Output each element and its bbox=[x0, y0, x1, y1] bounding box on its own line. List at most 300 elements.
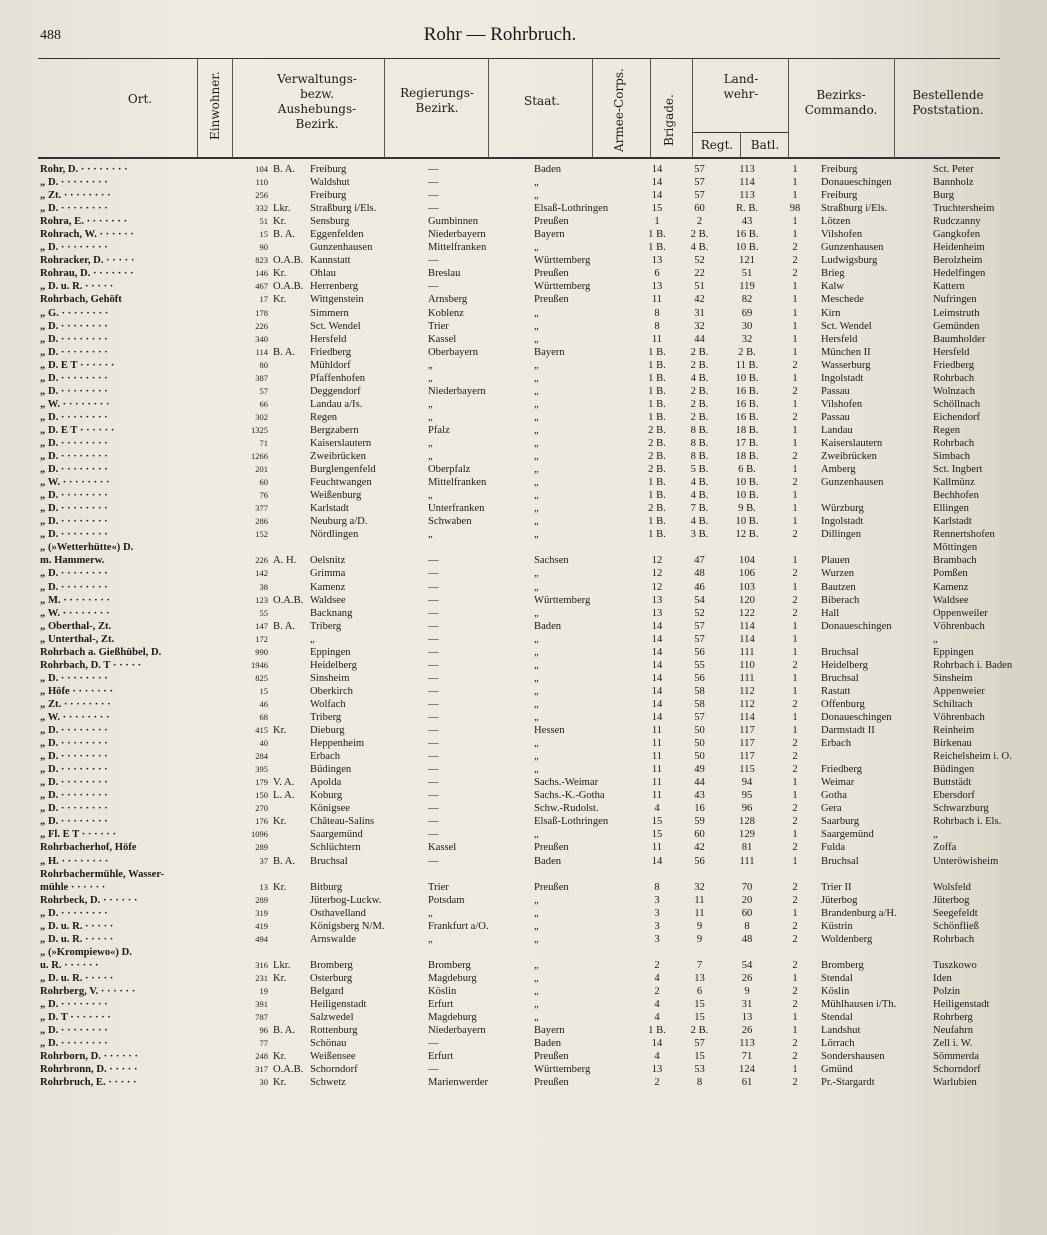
cell-staat: „ bbox=[534, 959, 539, 971]
cell-landwehr-batl: 2 bbox=[792, 659, 798, 671]
cell-regierungs-bezirk: „ bbox=[428, 398, 433, 410]
cell-landwehr-batl: 2 bbox=[792, 751, 798, 763]
cell-bezirks-commando: Gotha bbox=[821, 790, 847, 802]
cell-verwaltung-bezirk: Ohlau bbox=[310, 268, 336, 280]
cell-bezirks-commando bbox=[817, 633, 929, 646]
cell-verwaltung-bezirk: Bromberg bbox=[310, 959, 353, 971]
cell-poststation: Rudczanny bbox=[933, 216, 981, 228]
table-row bbox=[0, 228, 1047, 241]
cell-regierungs-bezirk: Frankfurt a/O. bbox=[428, 920, 489, 932]
cell-regierungs-bezirk: — bbox=[428, 790, 439, 802]
table-row bbox=[0, 750, 1047, 763]
cell-regierungs-bezirk: Pfalz bbox=[428, 424, 450, 436]
cell-landwehr-regt: 96 bbox=[741, 803, 753, 815]
cell-landwehr-batl: 2 bbox=[792, 803, 798, 815]
cell-landwehr-regt: 112 bbox=[739, 685, 755, 697]
cell-ort: „ D. · · · · · · · · bbox=[40, 999, 108, 1011]
cell-regierungs-bezirk: — bbox=[428, 581, 439, 593]
cell-landwehr-batl: 2 bbox=[792, 242, 798, 254]
cell-einwohner: 289 bbox=[255, 894, 268, 905]
header-top-rule bbox=[38, 58, 1000, 59]
cell-einwohner: 13 bbox=[259, 881, 268, 892]
cell-regierungs-bezirk: Marienwerder bbox=[428, 1077, 488, 1089]
cell-regierungs-bezirk: — bbox=[428, 594, 439, 606]
cell-landwehr-regt: 117 bbox=[739, 725, 755, 737]
cell-landwehr-batl: 1 bbox=[792, 1025, 798, 1037]
cell-brigade: 47 bbox=[694, 555, 705, 567]
cell-ort: „ D. · · · · · · · · bbox=[40, 738, 108, 750]
table-row bbox=[0, 868, 1047, 881]
cell-staat: Bayern bbox=[534, 346, 565, 358]
cell-einwohner: 60 bbox=[259, 477, 268, 488]
cell-ort: „ D. · · · · · · · · bbox=[40, 1038, 108, 1050]
cell-staat: „ bbox=[534, 477, 539, 489]
cell-staat: „ bbox=[534, 738, 539, 750]
cell-poststation: Rohrbach bbox=[933, 933, 975, 945]
cell-staat: Preußen bbox=[534, 216, 569, 228]
cell-armee-corps: 12 bbox=[651, 581, 663, 593]
cell-armee-corps: 4 bbox=[654, 1051, 660, 1063]
cell-landwehr-regt: 6 B. bbox=[738, 464, 756, 476]
cell-einwohner: 66 bbox=[259, 398, 268, 409]
cell-bezirks-commando: Pr.-Stargardt bbox=[821, 1077, 875, 1089]
cell-staat: Baden bbox=[534, 620, 562, 632]
cell-staat: Bayern bbox=[534, 229, 565, 241]
cell-einwohner: 90 bbox=[259, 242, 268, 253]
cell-poststation: Rennertshofen bbox=[933, 529, 995, 541]
cell-staat: „ bbox=[534, 1012, 539, 1024]
cell-landwehr-regt: 10 B. bbox=[735, 490, 759, 502]
cell-einwohner: 391 bbox=[255, 999, 268, 1010]
cell-brigade bbox=[678, 946, 721, 959]
cell-brigade: 2 bbox=[696, 216, 703, 228]
cell-einwohner: 226 bbox=[255, 555, 268, 566]
cell-poststation: Iden bbox=[933, 972, 952, 984]
cell-landwehr-regt: 71 bbox=[741, 1051, 753, 1063]
cell-bezirks-commando: Bautzen bbox=[821, 581, 856, 593]
cell-landwehr-batl: 1 bbox=[792, 190, 798, 202]
cell-einwohner: 319 bbox=[255, 907, 268, 918]
cell-landwehr-regt: 18 B. bbox=[735, 424, 759, 436]
cell-armee-corps: 4 bbox=[654, 999, 660, 1011]
cell-poststation: Jüterbog bbox=[933, 894, 970, 906]
table-row bbox=[0, 724, 1047, 737]
cell-staat: Württemberg bbox=[534, 1064, 591, 1076]
cell-verwaltung-bezirk: Apolda bbox=[310, 777, 342, 789]
cell-ort: „ (»Wetterhütte«) D. bbox=[40, 542, 134, 554]
table-row bbox=[0, 267, 1047, 280]
cell-landwehr-batl bbox=[773, 541, 817, 554]
cell-staat: „ bbox=[534, 464, 539, 476]
cell-landwehr-batl: 2 bbox=[792, 999, 798, 1011]
cell-poststation: Sct. Peter bbox=[933, 164, 974, 176]
cell-regierungs-bezirk: — bbox=[428, 190, 439, 202]
cell-staat: „ bbox=[534, 659, 539, 671]
cell-verwaltung-kuerzel: Kr. bbox=[273, 1051, 287, 1063]
cell-regierungs-bezirk bbox=[424, 541, 530, 554]
cell-einwohner: 57 bbox=[259, 385, 268, 396]
cell-poststation: Appenweier bbox=[933, 685, 985, 697]
table-row bbox=[0, 424, 1047, 437]
table-row bbox=[0, 620, 1047, 633]
cell-landwehr-batl: 1 bbox=[792, 464, 798, 476]
table-row bbox=[0, 841, 1047, 854]
cell-verwaltung-bezirk: Pfaffenhofen bbox=[310, 372, 366, 384]
cell-einwohner: 68 bbox=[259, 711, 268, 722]
table-row bbox=[0, 802, 1047, 815]
cell-regierungs-bezirk: — bbox=[428, 738, 439, 750]
cell-poststation: Rohrbach i. Els. bbox=[933, 816, 1002, 828]
cell-verwaltung-kuerzel: O.A.B. bbox=[273, 1064, 304, 1076]
cell-bezirks-commando: Erbach bbox=[821, 738, 851, 750]
table-row bbox=[0, 659, 1047, 672]
cell-ort: „ D. · · · · · · · · bbox=[40, 333, 108, 345]
cell-bezirks-commando: Bruchsal bbox=[821, 646, 859, 658]
cell-armee-corps: 15 bbox=[651, 816, 663, 828]
cell-staat: „ bbox=[534, 411, 539, 423]
cell-staat: „ bbox=[534, 907, 539, 919]
cell-einwohner: 114 bbox=[255, 346, 268, 357]
cell-poststation: Kallmünz bbox=[933, 477, 975, 489]
cell-poststation: Buttstädt bbox=[933, 777, 972, 789]
cell-verwaltung-bezirk bbox=[310, 868, 424, 881]
cell-brigade: 57 bbox=[694, 190, 705, 202]
cell-bezirks-commando: Offenburg bbox=[821, 698, 865, 710]
cell-bezirks-commando: Passau bbox=[821, 385, 850, 397]
cell-poststation: Hedelfingen bbox=[933, 268, 986, 280]
cell-staat: „ bbox=[534, 372, 539, 384]
cell-regierungs-bezirk: „ bbox=[428, 438, 433, 449]
cell-poststation: Möttingen bbox=[933, 542, 978, 554]
cell-ort: Rohrau, D. · · · · · · · bbox=[40, 268, 134, 280]
cell-poststation: Wolnzach bbox=[933, 385, 976, 397]
table-row bbox=[0, 1011, 1047, 1024]
cell-landwehr-batl: 2 bbox=[792, 816, 798, 828]
cell-landwehr-batl: 2 bbox=[792, 411, 798, 423]
col-sep bbox=[740, 132, 741, 158]
cell-einwohner: 77 bbox=[259, 1038, 268, 1049]
cell-bezirks-commando: Brandenburg a/H. bbox=[821, 907, 897, 919]
cell-bezirks-commando: Heidelberg bbox=[821, 659, 868, 671]
cell-staat: Schw.-Rudolst. bbox=[534, 803, 599, 815]
cell-ort: „ W. · · · · · · · · bbox=[40, 477, 110, 489]
table-row bbox=[0, 463, 1047, 476]
cell-bezirks-commando: Vilshofen bbox=[821, 398, 863, 410]
cell-ort: „ D. · · · · · · · · bbox=[40, 385, 108, 397]
cell-verwaltung-bezirk: Deggendorf bbox=[310, 385, 361, 397]
cell-brigade: 4 B. bbox=[690, 477, 709, 489]
cell-verwaltung-bezirk: „ bbox=[310, 633, 315, 645]
cell-poststation: Gangkofen bbox=[933, 229, 981, 241]
cell-einwohner: 147 bbox=[255, 620, 268, 631]
cell-regierungs-bezirk bbox=[424, 868, 530, 881]
cell-ort: „ D. u. R. · · · · · bbox=[40, 920, 114, 932]
cell-verwaltung-kuerzel bbox=[270, 750, 310, 763]
cell-verwaltung-bezirk: Belgard bbox=[310, 985, 344, 997]
cell-armee-corps: 8 bbox=[654, 881, 660, 893]
cell-brigade: 50 bbox=[694, 738, 705, 750]
table-row bbox=[0, 385, 1047, 398]
cell-poststation: Unteröwisheim bbox=[933, 855, 999, 867]
table-row bbox=[0, 333, 1047, 346]
cell-verwaltung-kuerzel bbox=[270, 450, 310, 463]
cell-verwaltung-kuerzel: Kr. bbox=[273, 1077, 287, 1089]
cell-landwehr-regt: 119 bbox=[739, 281, 755, 293]
cell-einwohner bbox=[236, 868, 270, 881]
cell-einwohner: 415 bbox=[255, 725, 268, 736]
cell-verwaltung-bezirk: Rottenburg bbox=[310, 1025, 358, 1037]
cell-landwehr-regt: 8 bbox=[744, 920, 750, 932]
cell-brigade: 50 bbox=[694, 751, 705, 763]
cell-einwohner: 15 bbox=[259, 685, 268, 696]
cell-armee-corps: 13 bbox=[651, 594, 663, 606]
table-row bbox=[0, 946, 1047, 959]
cell-staat: „ bbox=[534, 698, 539, 710]
cell-bezirks-commando: Rastatt bbox=[821, 685, 851, 697]
cell-landwehr-batl: 1 bbox=[792, 216, 798, 228]
cell-landwehr-batl: 1 bbox=[792, 320, 798, 332]
cell-regierungs-bezirk: „ bbox=[428, 372, 433, 384]
cell-staat: „ bbox=[534, 385, 539, 397]
cell-staat: „ bbox=[534, 398, 539, 410]
cell-verwaltung-bezirk: Eggenfelden bbox=[310, 229, 364, 241]
cell-regierungs-bezirk: Niederbayern bbox=[428, 229, 486, 241]
cell-brigade: 7 B. bbox=[690, 503, 709, 515]
cell-poststation: Sinsheim bbox=[933, 672, 973, 684]
cell-landwehr-batl: 2 bbox=[792, 933, 798, 945]
cell-brigade: 4 B. bbox=[690, 242, 709, 254]
cell-landwehr-regt: R. B. bbox=[735, 203, 759, 215]
cell-einwohner: 176 bbox=[255, 816, 268, 827]
cell-verwaltung-bezirk: Büdingen bbox=[310, 764, 352, 776]
cell-armee-corps: 2 B. bbox=[648, 451, 666, 463]
cell-brigade: 43 bbox=[694, 790, 705, 802]
cell-bezirks-commando: Stendal bbox=[821, 972, 853, 984]
cell-landwehr-regt: 48 bbox=[741, 933, 753, 945]
cell-bezirks-commando: Bromberg bbox=[821, 959, 864, 971]
cell-landwehr-batl: 1 bbox=[792, 646, 798, 658]
cell-bezirks-commando: Gunzenhausen bbox=[821, 242, 884, 254]
cell-verwaltung-bezirk: Weißenburg bbox=[310, 490, 362, 502]
table-row bbox=[0, 581, 1047, 594]
cell-verwaltung-kuerzel bbox=[270, 841, 310, 854]
cell-verwaltung-bezirk: Triberg bbox=[310, 620, 342, 632]
cell-brigade: 57 bbox=[694, 1038, 705, 1050]
table-row bbox=[0, 1050, 1047, 1063]
cell-bezirks-commando: Mühlhausen i/Th. bbox=[821, 999, 897, 1011]
cell-verwaltung-kuerzel bbox=[270, 528, 310, 541]
cell-regierungs-bezirk: — bbox=[428, 620, 439, 632]
cell-einwohner: 110 bbox=[255, 177, 268, 188]
cell-landwehr-regt: 17 B. bbox=[735, 438, 759, 449]
cell-staat: „ bbox=[534, 607, 539, 619]
cell-armee-corps: 11 bbox=[651, 294, 663, 306]
cell-verwaltung-kuerzel bbox=[270, 998, 310, 1011]
table-row bbox=[0, 594, 1047, 607]
cell-regierungs-bezirk: Köslin bbox=[428, 985, 457, 997]
cell-verwaltung-kuerzel bbox=[270, 567, 310, 580]
cell-ort: „ Höfe · · · · · · · bbox=[40, 685, 113, 697]
cell-landwehr-regt: 10 B. bbox=[735, 477, 759, 489]
cell-poststation: Vöhrenbach bbox=[933, 711, 985, 723]
cell-poststation: Heiligenstadt bbox=[933, 999, 990, 1011]
cell-staat: Preußen bbox=[534, 881, 569, 893]
cell-poststation: Wolsfeld bbox=[933, 881, 971, 893]
cell-brigade: 42 bbox=[694, 294, 705, 306]
cell-verwaltung-bezirk: Freiburg bbox=[310, 164, 347, 176]
cell-brigade: 56 bbox=[694, 672, 705, 684]
cell-landwehr-batl: 1 bbox=[792, 672, 798, 684]
cell-bezirks-commando: Donaueschingen bbox=[821, 620, 892, 632]
cell-brigade: 48 bbox=[694, 568, 705, 580]
cell-verwaltung-bezirk: Friedberg bbox=[310, 346, 351, 358]
cell-landwehr-regt: 111 bbox=[739, 646, 755, 658]
gazetteer-table bbox=[0, 163, 1047, 1089]
cell-verwaltung-kuerzel bbox=[270, 672, 310, 685]
cell-landwehr-regt: 60 bbox=[741, 907, 753, 919]
cell-landwehr-batl: 2 bbox=[792, 594, 798, 606]
table-row bbox=[0, 633, 1047, 646]
cell-poststation: Seegefeldt bbox=[933, 907, 978, 919]
cell-verwaltung-bezirk: Heidelberg bbox=[310, 659, 357, 671]
cell-armee-corps: 11 bbox=[651, 842, 663, 854]
cell-brigade: 15 bbox=[694, 1012, 705, 1024]
cell-poststation: Bannholz bbox=[933, 177, 974, 189]
cell-ort: Rohrbach a. Gießhübel, D. bbox=[40, 646, 162, 658]
cell-poststation: „ bbox=[933, 829, 938, 841]
cell-landwehr-regt: 13 bbox=[741, 1012, 753, 1024]
cell-armee-corps: 13 bbox=[651, 1064, 663, 1076]
cell-bezirks-commando: Darmstadt II bbox=[821, 725, 875, 737]
cell-landwehr-regt: 16 B. bbox=[735, 385, 759, 397]
table-row bbox=[0, 450, 1047, 463]
cell-landwehr-regt: 12 B. bbox=[735, 529, 759, 541]
cell-landwehr-batl: 1 bbox=[792, 177, 798, 189]
cell-staat: Elsaß-Lothringen bbox=[534, 816, 609, 828]
cell-landwehr-batl: 1 bbox=[792, 294, 798, 306]
cell-poststation: Bechhofen bbox=[933, 490, 979, 502]
cell-regierungs-bezirk: „ bbox=[428, 933, 433, 945]
cell-regierungs-bezirk: Kassel bbox=[428, 842, 457, 854]
cell-poststation: Kattern bbox=[933, 281, 965, 293]
cell-staat: „ bbox=[534, 438, 539, 449]
cell-staat: „ bbox=[534, 177, 539, 189]
cell-regierungs-bezirk: Schwaben bbox=[428, 516, 472, 528]
cell-brigade: 2 B. bbox=[690, 229, 709, 241]
cell-regierungs-bezirk: — bbox=[428, 659, 439, 671]
cell-staat: Baden bbox=[534, 855, 562, 867]
cell-verwaltung-bezirk: Freiburg bbox=[310, 190, 347, 202]
cell-ort: „ D. · · · · · · · · bbox=[40, 907, 108, 919]
cell-verwaltung-bezirk: Waldshut bbox=[310, 177, 350, 189]
cell-einwohner: 419 bbox=[255, 920, 268, 931]
cell-verwaltung-bezirk: Bruchsal bbox=[310, 855, 348, 867]
cell-landwehr-batl: 1 bbox=[792, 972, 798, 984]
cell-ort: „ D. · · · · · · · · bbox=[40, 516, 108, 528]
cell-armee-corps: 15 bbox=[651, 829, 663, 841]
cell-regierungs-bezirk: — bbox=[428, 607, 439, 619]
cell-bezirks-commando: Freiburg bbox=[821, 164, 858, 176]
cell-brigade: 57 bbox=[694, 177, 705, 189]
page-title: Rohr — Rohrbruch. bbox=[423, 24, 577, 45]
cell-brigade: 57 bbox=[694, 711, 705, 723]
page-number: 488 bbox=[40, 28, 61, 43]
cell-landwehr-batl: 1 bbox=[792, 1012, 798, 1024]
cell-verwaltung-bezirk: Weißensee bbox=[310, 1051, 356, 1063]
cell-verwaltung-bezirk: Oelsnitz bbox=[310, 555, 346, 567]
cell-armee-corps: 1 B. bbox=[648, 359, 666, 371]
cell-ort: „ D. · · · · · · · · bbox=[40, 451, 108, 463]
cell-regierungs-bezirk: — bbox=[428, 764, 439, 776]
cell-landwehr-regt: 114 bbox=[739, 177, 755, 189]
cell-bezirks-commando bbox=[817, 541, 929, 554]
cell-bezirks-commando bbox=[817, 868, 929, 881]
cell-staat: Württemberg bbox=[534, 594, 591, 606]
cell-ort: Rohrbachermühle, Wasser- bbox=[40, 868, 165, 880]
cell-ort: „ D. · · · · · · · · bbox=[40, 177, 108, 189]
cell-landwehr-batl: 1 bbox=[792, 424, 798, 436]
header-poststation: Bestellende Poststation. bbox=[912, 88, 984, 117]
cell-ort: „ D. · · · · · · · · bbox=[40, 490, 108, 502]
cell-armee-corps: 2 bbox=[654, 959, 660, 971]
cell-regierungs-bezirk: Niederbayern bbox=[428, 1025, 486, 1037]
table-row bbox=[0, 737, 1047, 750]
cell-landwehr-regt: 117 bbox=[739, 738, 755, 750]
cell-verwaltung-bezirk: Triberg bbox=[310, 711, 342, 723]
cell-verwaltung-kuerzel bbox=[270, 398, 310, 411]
cell-staat: „ bbox=[534, 685, 539, 697]
cell-poststation: Warlubien bbox=[933, 1077, 977, 1089]
table-row bbox=[0, 411, 1047, 424]
cell-verwaltung-bezirk: Heppenheim bbox=[310, 738, 365, 750]
cell-poststation: Truchtersheim bbox=[933, 203, 995, 215]
cell-bezirks-commando: Bruchsal bbox=[821, 672, 859, 684]
cell-einwohner: 1096 bbox=[251, 829, 268, 840]
cell-ort: Rohrbach, D. T · · · · · bbox=[40, 659, 142, 671]
cell-bezirks-commando: Ingolstadt bbox=[821, 516, 864, 528]
cell-verwaltung-kuerzel: B. A. bbox=[273, 1025, 296, 1037]
table-row bbox=[0, 293, 1047, 306]
cell-landwehr-regt: 95 bbox=[741, 790, 753, 802]
cell-regierungs-bezirk: — bbox=[428, 685, 439, 697]
cell-bezirks-commando: Gera bbox=[821, 803, 842, 815]
cell-staat: Sachsen bbox=[534, 555, 569, 567]
cell-armee-corps: 4 bbox=[654, 803, 660, 815]
cell-ort: „ D. · · · · · · · · bbox=[40, 464, 108, 476]
cell-bezirks-commando: Stendal bbox=[821, 1012, 853, 1024]
cell-landwehr-regt: 81 bbox=[741, 842, 753, 854]
col-sep bbox=[592, 58, 593, 158]
table-row bbox=[0, 776, 1047, 789]
cell-landwehr-batl: 2 bbox=[792, 920, 798, 932]
cell-regierungs-bezirk: — bbox=[428, 164, 439, 176]
cell-ort: „ D. u. R. · · · · · bbox=[40, 281, 114, 293]
cell-bezirks-commando: Hall bbox=[821, 607, 840, 619]
cell-landwehr-batl: 2 bbox=[792, 255, 798, 267]
cell-landwehr-batl: 2 bbox=[792, 985, 798, 997]
cell-brigade: 9 bbox=[696, 920, 703, 932]
cell-regierungs-bezirk bbox=[424, 946, 530, 959]
cell-staat: „ bbox=[534, 711, 539, 723]
cell-verwaltung-kuerzel: B. A. bbox=[273, 346, 296, 358]
cell-poststation: Baumholder bbox=[933, 333, 986, 345]
cell-brigade: 32 bbox=[694, 320, 705, 332]
cell-landwehr-batl: 2 bbox=[792, 477, 798, 489]
cell-ort: „ D. · · · · · · · · bbox=[40, 790, 108, 802]
cell-poststation: Nufringen bbox=[933, 294, 977, 306]
cell-verwaltung-bezirk: Kannstatt bbox=[310, 255, 351, 267]
cell-bezirks-commando: Woldenberg bbox=[821, 933, 873, 945]
